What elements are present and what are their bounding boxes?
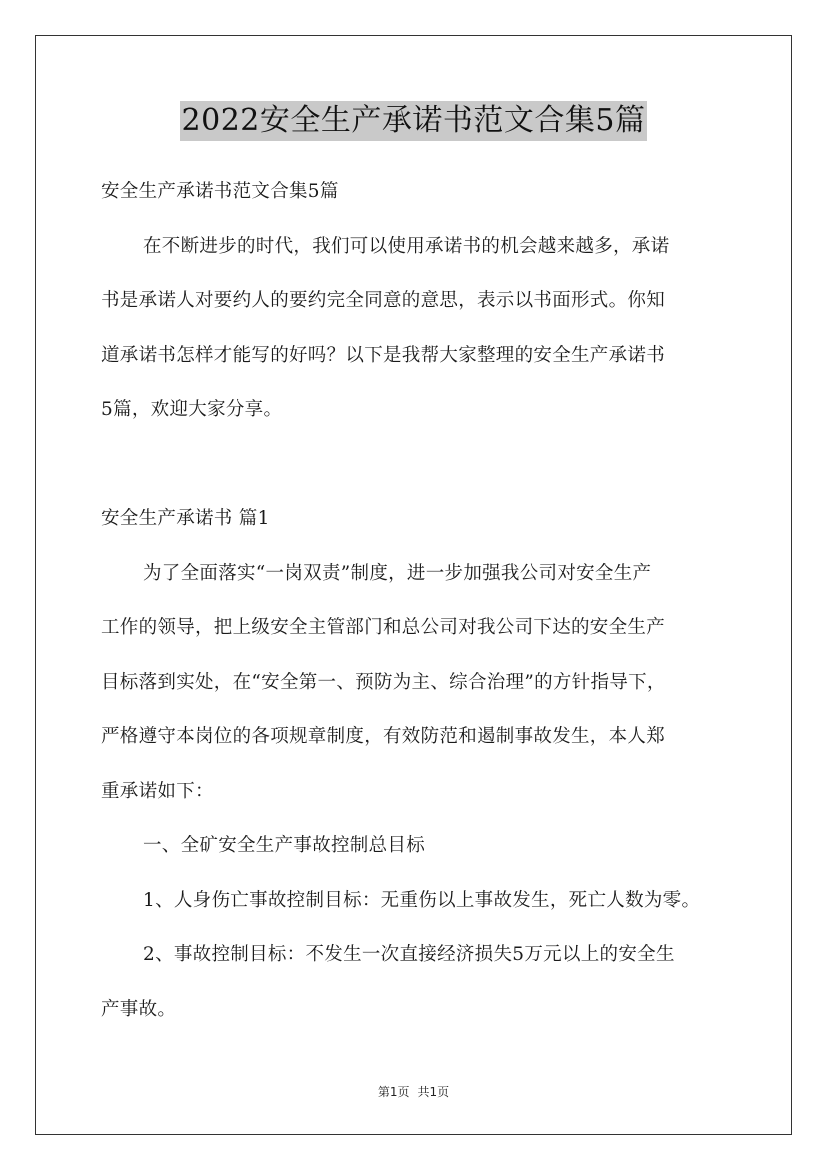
section-1-line-2: 工作的领导，把上级安全主管部门和总公司对我公司下达的安全生产 (101, 617, 666, 638)
page-number: 第1页 (377, 1085, 410, 1099)
intro-line-2: 书是承诺人对要约人的要约完全同意的意思，表示以书面形式。你知 (101, 290, 666, 311)
item-1: 1、人身伤亡事故控制目标：无重伤以上事故发生，死亡人数为零。 (143, 889, 701, 911)
section-1-line-1: 为了全面落实“一岗双责”制度，进一步加强我公司对安全生产 (143, 562, 652, 584)
section-1-line-3: 目标落到实处，在“安全第一、预防为主、综合治理”的方针指导下， (101, 671, 666, 693)
subtitle: 安全生产承诺书范文合集5篇 (101, 181, 339, 202)
section-1-line-5: 重承诺如下： (101, 780, 214, 802)
intro-line-4: 5篇，欢迎大家分享。 (101, 399, 283, 420)
page-footer (0, 1083, 827, 1101)
item-2-line-2: 产事故。 (101, 998, 177, 1020)
section-1 (101, 492, 729, 1037)
item-heading: 一、全矿安全生产事故控制总目标 (143, 835, 426, 856)
item-2-line-1: 2、事故控制目标：不发生一次直接经济损失5万元以上的安全生 (143, 944, 675, 965)
document-title: 2022安全生产承诺书范文合集5篇 (180, 101, 648, 141)
intro-line-1: 在不断进步的时代，我们可以使用承诺书的机会越来越多，承诺 (143, 235, 670, 257)
section-1-line-4: 严格遵守本岗位的各项规章制度，有效防范和遏制事故发生，本人郑 (101, 726, 666, 747)
document-body (101, 165, 729, 438)
page-total: 共1页 (417, 1085, 450, 1099)
intro-line-3: 道承诺书怎样才能写的好吗？以下是我帮大家整理的安全生产承诺书 (101, 344, 666, 366)
title-container (0, 101, 827, 141)
section-1-heading: 安全生产承诺书 篇1 (101, 508, 270, 529)
